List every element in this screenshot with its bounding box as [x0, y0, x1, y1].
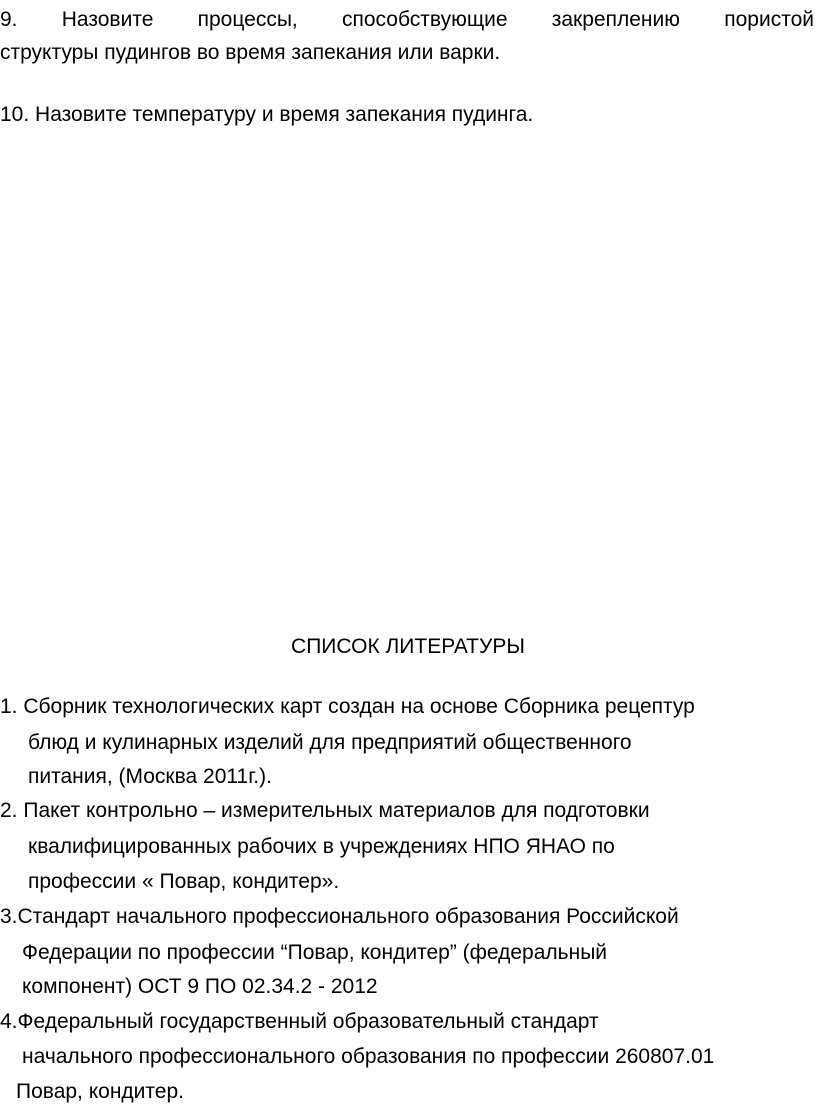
question-9-line-1 — [0, 6, 814, 34]
reference-1-line-2: блюд и кулинарных изделий для предприятий общественного — [28, 731, 632, 754]
reference-4-line-1: 4.Федеральный государственный образовательный стандарт — [0, 1010, 599, 1033]
question-9-word: 9. — [0, 8, 18, 31]
reference-1-line-1: 1. Сборник технологических карт создан на основе Сборника рецептур — [0, 695, 695, 718]
question-9-word: способствующие — [342, 8, 508, 31]
reference-3-line-2: Федерации по профессии “Повар, кондитер” (федеральный — [22, 941, 608, 964]
question-10: 10. Назовите температуру и время запекания пудинга. — [0, 103, 534, 126]
references-heading: СПИСОК ЛИТЕРАТУРЫ — [291, 635, 525, 658]
reference-1-line-3: питания, (Москва 2011г.). — [28, 765, 272, 788]
question-9-word: закреплению — [551, 8, 680, 31]
reference-4-line-2: начального профессионального образования по профессии 260807.01 — [22, 1045, 715, 1068]
reference-4-line-3: Повар, кондитер. — [16, 1080, 184, 1103]
reference-2-line-2: квалифицированных рабочих в учреждениях НПО ЯНАО по — [28, 835, 615, 858]
question-9-line-2: структуры пудингов во время запекания или варки. — [0, 41, 501, 64]
reference-3-line-3: компонент) ОСТ 9 ПО 02.34.2 - 2012 — [22, 975, 378, 998]
reference-2-line-3: профессии « Повар, кондитер». — [28, 870, 340, 893]
reference-3-line-1: 3.Стандарт начального профессионального образования Российской — [0, 905, 679, 928]
question-9-word: процессы, — [197, 8, 298, 31]
reference-2-line-1: 2. Пакет контрольно – измерительных материалов для подготовки — [0, 799, 650, 822]
question-9-word: пористой — [724, 8, 814, 31]
question-9-word: Назовите — [61, 8, 154, 31]
